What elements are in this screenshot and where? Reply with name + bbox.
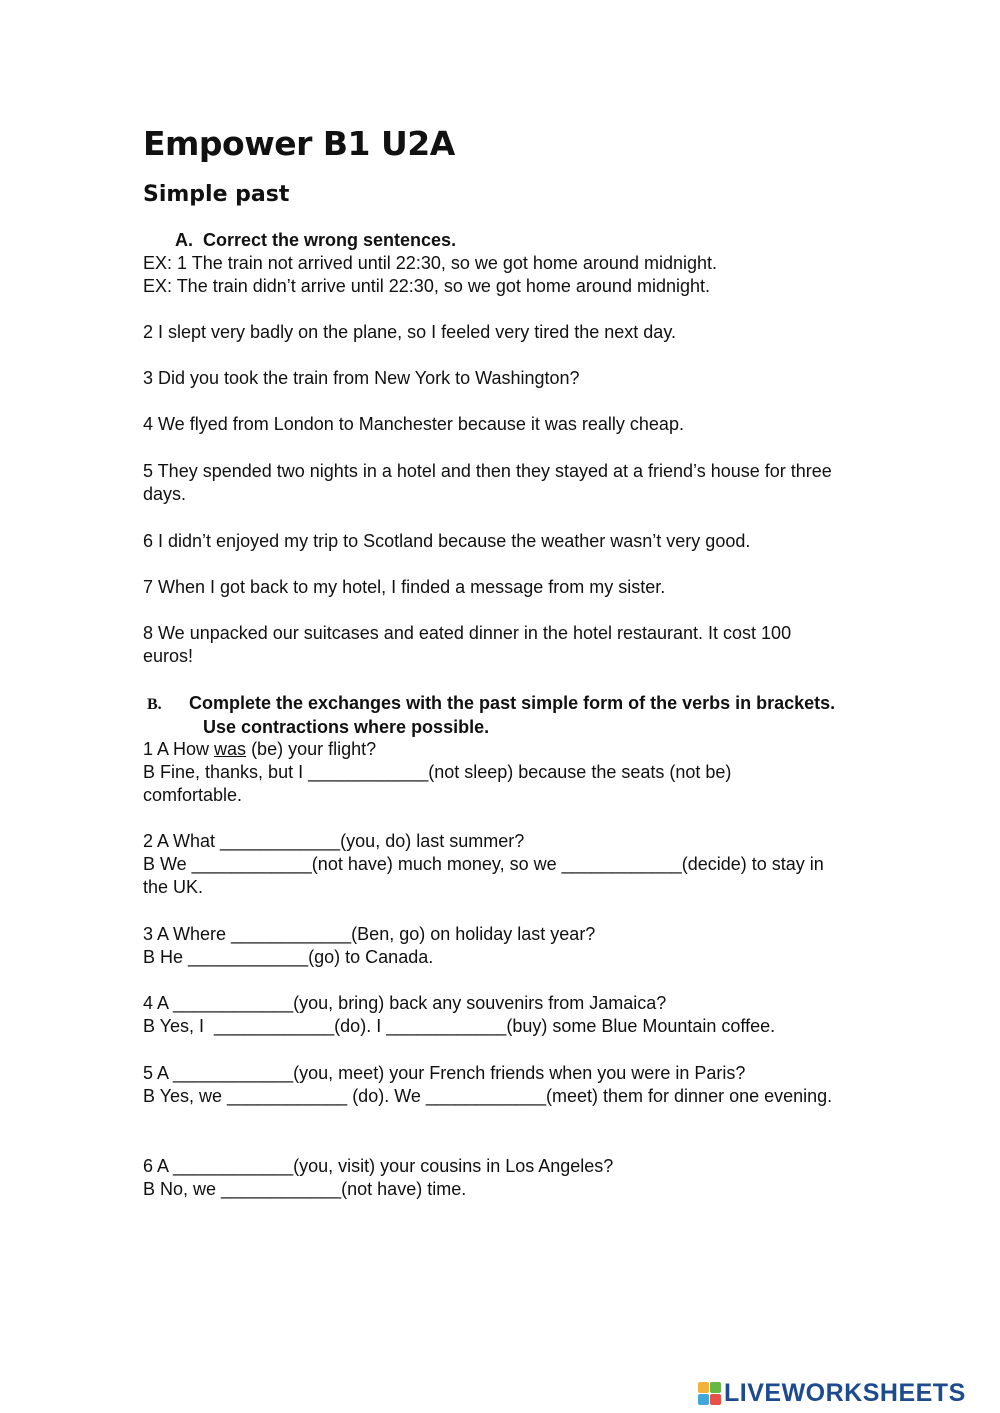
exchange-1-b: B Fine, thanks, but I ____________(not sleep) because the seats (not be) comfortable. xyxy=(143,762,737,805)
section-a-heading-text: Correct the wrong sentences. xyxy=(203,230,457,250)
section-a-example xyxy=(143,252,863,298)
section-a-heading xyxy=(175,229,456,252)
exchange-4-b: B Yes, I ____________(do). I ____________(buy) some Blue Mountain coffee. xyxy=(143,1016,776,1036)
section-b-heading-text: Complete the exchanges with the past simple form of the verbs in brackets. Use contractions where possible. xyxy=(189,693,836,737)
logo-square xyxy=(710,1394,721,1405)
logo-square xyxy=(710,1382,721,1393)
exchange-3-b: B He ____________(go) to Canada. xyxy=(143,947,434,967)
exchange-1-a xyxy=(143,738,813,761)
exchange-3-a: 3 A Where ____________(Ben, go) on holiday last year? xyxy=(143,924,596,944)
page-title: Empower B1 U2A xyxy=(143,124,455,163)
section-b-heading: B. Complete the exchanges with the past simple form of the verbs in brackets. Use contractions where possible. xyxy=(147,693,836,737)
page-subtitle: Simple past xyxy=(143,182,290,207)
section-a-marker: A. xyxy=(175,230,193,250)
list-item: 8 We unpacked our suitcases and eated dinner in the hotel restaurant. It cost 100 euros! xyxy=(143,623,792,666)
logo-square xyxy=(698,1394,709,1405)
exchange-6-a: 6 A ____________(you, visit) your cousins in Los Angeles? xyxy=(143,1156,614,1176)
exchange-6-b: B No, we ____________(not have) time. xyxy=(143,1179,467,1199)
list-item: 2 I slept very badly on the plane, so I feeled very tired the next day. xyxy=(143,322,676,342)
exchange-5-a: 5 A ____________(you, meet) your French friends when you were in Paris? xyxy=(143,1063,746,1083)
logo-square xyxy=(698,1382,709,1393)
list-item: 6 I didn’t enjoyed my trip to Scotland because the weather wasn’t very good. xyxy=(143,531,751,551)
exchange-4-a: 4 A ____________(you, bring) back any souvenirs from Jamaica? xyxy=(143,993,667,1013)
exchange-2-b: B We ____________(not have) much money, so we ____________(decide) to stay in the UK. xyxy=(143,854,829,897)
example-correct: EX: The train didn’t arrive until 22:30, so we got home around midnight. xyxy=(143,276,710,296)
logo-text: LIVEWORKSHEETS xyxy=(724,1378,966,1407)
liveworksheets-logo xyxy=(698,1378,966,1408)
example-answer: was xyxy=(214,739,247,759)
exchange-3 xyxy=(143,923,863,969)
exchange-1 xyxy=(143,738,813,807)
exchange-5-b: B Yes, we ____________ (do). We ____________(meet) them for dinner one evening. xyxy=(143,1086,833,1106)
exchange-4 xyxy=(143,992,903,1038)
example-wrong: EX: 1 The train not arrived until 22:30, so we got home around midnight. xyxy=(143,253,718,273)
exchange-1-a-suffix: (be) your flight? xyxy=(246,739,377,759)
exchange-2-a: 2 A What ____________(you, do) last summer? xyxy=(143,831,525,851)
list-item: 7 When I got back to my hotel, I finded a message from my sister. xyxy=(143,577,666,597)
exchange-6 xyxy=(143,1155,863,1201)
exchange-1-a-prefix: 1 A How xyxy=(143,739,215,759)
exchange-5 xyxy=(143,1062,843,1108)
list-item: 5 They spended two nights in a hotel and then they stayed at a friend’s house for three days. xyxy=(143,461,832,504)
list-item: 3 Did you took the train from New York to Washington? xyxy=(143,368,580,388)
exchange-2 xyxy=(143,830,848,899)
list-item: 4 We flyed from London to Manchester because it was really cheap. xyxy=(143,414,684,434)
liveworksheets-mark-icon xyxy=(698,1382,721,1405)
